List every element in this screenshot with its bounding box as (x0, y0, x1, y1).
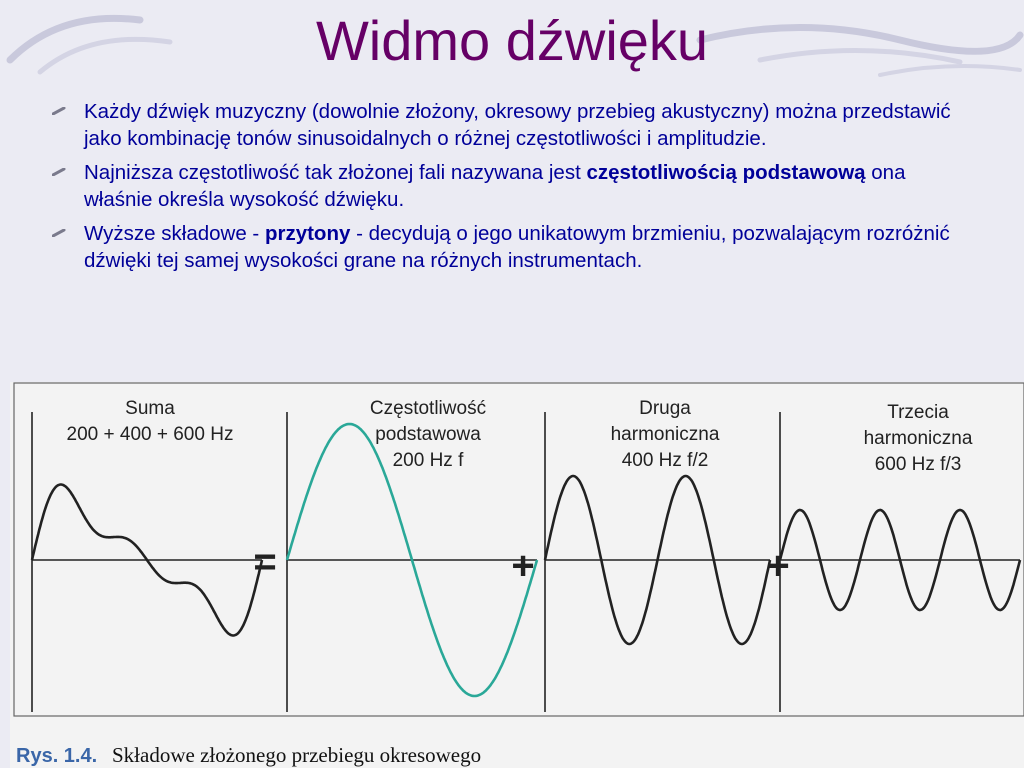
plus-sign: + (766, 544, 790, 588)
bullet-list (48, 98, 968, 281)
panel-label: podstawowa (375, 424, 481, 445)
bullet-text: - decydują o jego unikatowym brzmieniu, pozwalającym rozróżnić dźwięki tej samej wysokości grane na różnych instrumentach. (84, 222, 950, 272)
figure-caption-number: Rys. 1.4. (16, 745, 98, 767)
figure-caption-text: Składowe złożonego przebiegu okresowego (112, 743, 482, 767)
bullet-emphasis: częstotliwością podstawową (586, 161, 866, 184)
waveform-diagram (10, 382, 1024, 768)
bullet-emphasis: przytony (264, 222, 351, 245)
bullet-arrow-icon (52, 168, 66, 176)
panel-label: 600 Hz f/3 (874, 454, 962, 475)
waveform-figure (10, 382, 1024, 768)
bullet-text: Wyższe składowe - (84, 222, 265, 245)
bullet-item (48, 98, 968, 152)
panel-label: Trzecia (887, 402, 949, 423)
bullet-item (48, 159, 968, 213)
equals-sign: = (253, 540, 277, 584)
panel-label: Suma (125, 398, 175, 419)
plus-sign: + (511, 544, 535, 588)
panel-label: 400 Hz f/2 (621, 450, 709, 471)
bullet-arrow-icon (52, 229, 66, 237)
slide-title: Widmo dźwięku (315, 9, 709, 72)
bullet-text: Każdy dźwięk muzyczny (dowolnie złożony, okresowy przebieg akustyczny) można przedstawić jako kombinację tonów sinusoidalnych o różnej częstotliwości i amplitudzie. (84, 100, 951, 150)
bullet-arrow-icon (52, 107, 66, 115)
panel-label: Druga (639, 398, 691, 419)
bullet-item (48, 220, 968, 274)
panel-label: 200 Hz f (392, 450, 464, 471)
panel-label: harmoniczna (610, 424, 720, 445)
panel-label: 200 + 400 + 600 Hz (66, 424, 234, 445)
bullet-text: Najniższa częstotliwość tak złożonej fali nazywana jest (84, 161, 587, 184)
panel-label: Częstotliwość (369, 398, 487, 419)
panel-label: harmoniczna (863, 428, 973, 449)
bullet-text: ona właśnie określa wysokość dźwięku. (84, 161, 906, 211)
